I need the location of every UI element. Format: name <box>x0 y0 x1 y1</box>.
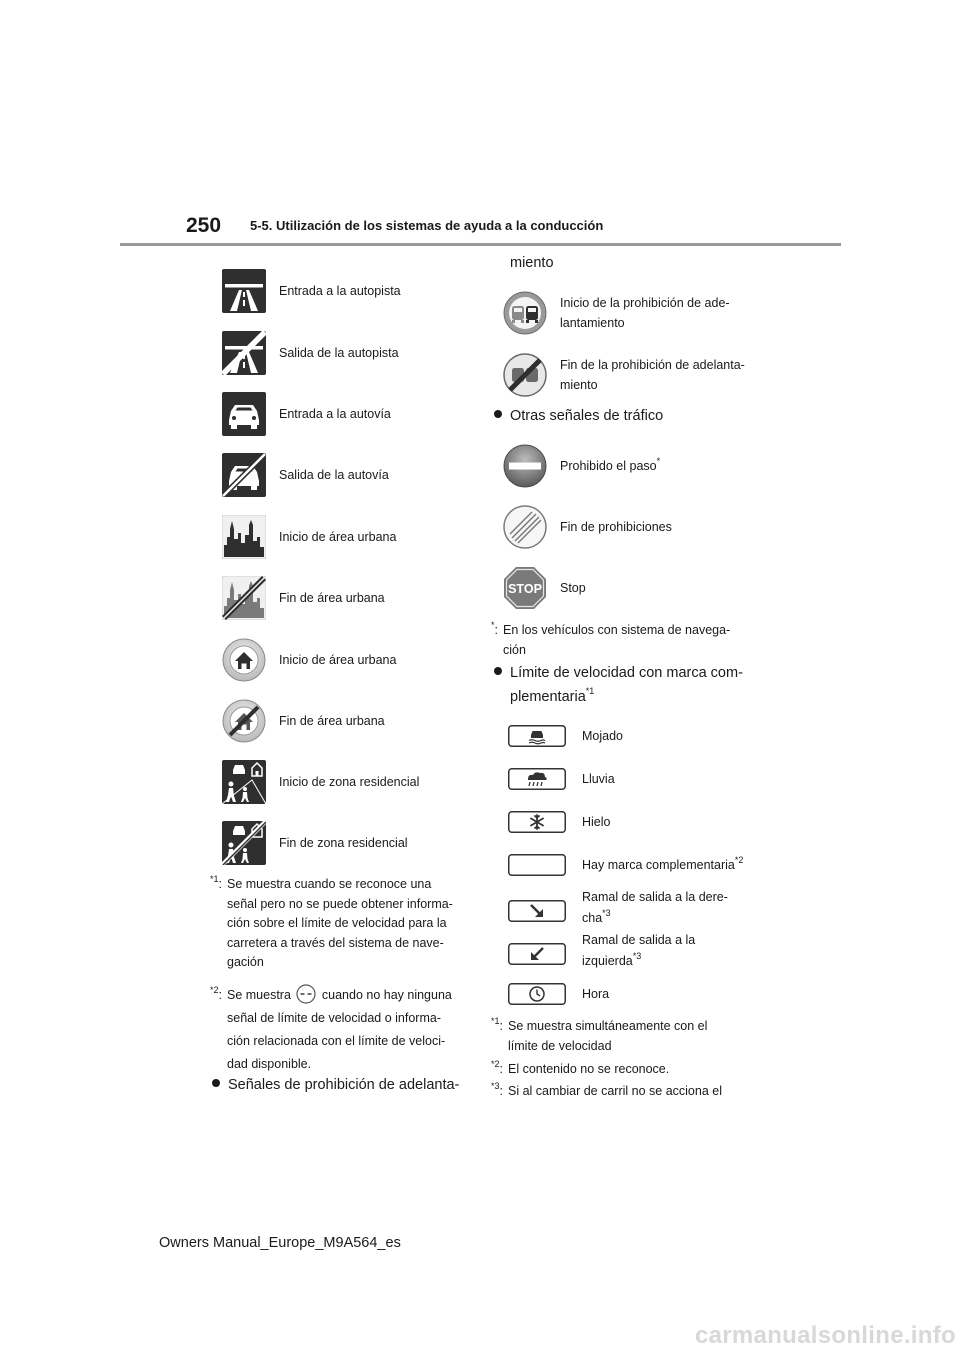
bullet-speed-limit <box>494 662 743 708</box>
sign-label: Inicio de área urbana <box>279 530 397 544</box>
sign-label-line: Fin de la prohibición de adelanta- <box>560 358 745 372</box>
sign-label: Salida de la autovía <box>279 468 389 482</box>
motorway-start-icon <box>222 269 266 313</box>
plate-row-rain <box>508 765 615 793</box>
footnote-ref: *3 <box>632 950 642 961</box>
urban-area-start-icon <box>222 515 266 559</box>
sign-row-stop <box>503 565 586 611</box>
bullet-text: plementaria <box>510 689 586 705</box>
document-id: Owners Manual_Europe_M9A564_es <box>159 1235 401 1251</box>
sign-row-no-entry <box>503 443 660 489</box>
plate-label <box>582 930 695 972</box>
sign-row-residential-end <box>222 820 408 866</box>
footnote-right-3: $^{*3}$: Si al cambiar de carril no se acciona el <box>491 1082 761 1102</box>
sign-label: Stop <box>560 581 586 595</box>
sign-label: Fin de área urbana <box>279 714 385 728</box>
footnote-mark: * <box>491 619 495 630</box>
sign-label-line: Inicio de la prohibición de ade- <box>560 296 730 310</box>
sign-label: Entrada a la autopista <box>279 284 401 298</box>
no-speed-limit-icon <box>296 984 316 1004</box>
plate-label <box>582 887 728 929</box>
note-line: dad disponible. <box>227 1057 312 1071</box>
bullet-text: Señales de prohibición de adelanta- <box>228 1077 460 1093</box>
sign-label <box>560 355 745 395</box>
sign-label: Fin de área urbana <box>279 591 385 605</box>
urban-area-round-end-icon <box>222 699 266 743</box>
sign-row-urban-round-end <box>222 698 385 744</box>
sign-row-expressway-start <box>222 391 391 437</box>
residential-zone-end-icon <box>222 821 266 865</box>
sign-row-residential-start <box>222 759 419 805</box>
footnote-mark: *1 <box>210 873 219 884</box>
plate-label: Mojado <box>582 729 623 743</box>
sign-label-text: Prohibido el paso <box>560 459 657 473</box>
note-line: señal de límite de velocidad o informa- <box>227 1011 442 1025</box>
plate-label: Hora <box>582 987 610 1001</box>
plate-row-time <box>508 980 609 1008</box>
plate-row-blank <box>508 851 743 879</box>
expressway-end-icon <box>222 453 266 497</box>
footnote-right-2: $^{*2}$: El contenido no se reconoce. <box>491 1060 761 1080</box>
sign-row-urban-start <box>222 514 396 560</box>
footnote-star: *: En los vehículos con sistema de navega- ción <box>491 621 761 660</box>
footnote-ref: *1 <box>585 686 595 697</box>
plate-label-line: Ramal de salida a la <box>582 933 696 947</box>
plate-label-line: Ramal de salida a la dere- <box>582 890 728 904</box>
expressway-start-icon <box>222 392 266 436</box>
footnote-mark: *1 <box>491 1015 500 1026</box>
bullet-dot-icon <box>494 410 502 418</box>
no-overtaking-start-icon <box>503 291 547 335</box>
note-line: límite de velocidad <box>508 1038 612 1053</box>
note-line: ción relacionada con el límite de veloci- <box>227 1034 446 1048</box>
footnote-2: $^{*2}$: Se muestra cuando no hay ninguna señal de límite de velocidad o informa- ción relacionada con el límite de veloci- dad disponible. <box>210 984 472 1075</box>
blank-plate-icon <box>508 854 566 876</box>
footnote-mark: *3 <box>491 1080 500 1091</box>
section-title: 5-5. Utilización de los sistemas de ayuda a la conducción <box>250 218 604 233</box>
arrow-down-right-icon <box>508 900 566 922</box>
rain-icon <box>508 768 566 790</box>
footnote-mark: *2 <box>210 984 219 995</box>
stop-sign-icon <box>503 566 547 610</box>
plate-row-exit-right <box>508 884 728 932</box>
plate-row-ice <box>508 808 611 836</box>
sign-label <box>560 456 660 476</box>
sign-row-motorway-end <box>222 330 399 376</box>
sign-label-line: lantamiento <box>560 316 625 330</box>
bullet-other-signs <box>494 405 663 427</box>
footnote-ref: *3 <box>602 907 611 918</box>
note-line: En los vehículos con sistema de navega- <box>503 623 731 637</box>
footnote-mark: *2 <box>491 1058 500 1069</box>
clock-icon <box>508 983 566 1005</box>
note-line: El contenido no se reconoce. <box>508 1062 670 1076</box>
footnote-ref: *2 <box>734 854 744 865</box>
plate-label-text: cha <box>582 911 603 925</box>
ice-icon <box>508 811 566 833</box>
sign-row-motorway-start <box>222 268 401 314</box>
note-text: Se muestra <box>227 988 291 1002</box>
sign-label-line: miento <box>560 378 598 392</box>
bullet-dot-icon <box>494 667 502 675</box>
residential-zone-start-icon <box>222 760 266 804</box>
sign-row-no-overtaking-end <box>503 352 745 398</box>
plate-row-wet <box>508 722 623 750</box>
page-number: 250 <box>186 214 222 237</box>
sign-label: Salida de la autopista <box>279 346 399 360</box>
bullet-overtaking-continued: miento <box>510 255 554 271</box>
bullet-text: Límite de velocidad con marca com- <box>510 665 743 681</box>
footnote-right-1: $^{*1}$: Se muestra simultáneamente con el límite de velocidad <box>491 1017 761 1056</box>
sign-row-expressway-end <box>222 452 389 498</box>
footnote-ref: * <box>656 455 661 466</box>
note-line: Si al cambiar de carril no se acciona el <box>508 1084 722 1098</box>
sign-label: Fin de prohibiciones <box>560 520 672 534</box>
sign-label: Fin de zona residencial <box>279 836 408 850</box>
urban-area-end-icon <box>222 576 266 620</box>
note-line: gación <box>227 955 264 969</box>
sign-row-end-restrictions <box>503 504 672 550</box>
sign-row-urban-end <box>222 575 385 621</box>
note-line: señal pero no se puede obtener informa- <box>227 896 453 911</box>
arrow-down-left-icon <box>508 943 566 965</box>
note-line: Se muestra simultáneamente con el <box>508 1019 708 1033</box>
bullet-dot-icon <box>212 1079 220 1087</box>
footnote-1: $^{*1}$: Se muestra cuando se reconoce una señal pero no se puede obtener informa- ción sobre el límite de velocidad para la carretera a través del sistema de nave- gación <box>210 875 472 973</box>
sign-label: Inicio de zona residencial <box>279 775 420 789</box>
header-rule <box>120 243 841 246</box>
sign-label <box>560 293 730 333</box>
sign-label: Entrada a la autovía <box>279 407 391 421</box>
end-of-restrictions-icon <box>503 505 547 549</box>
sign-row-no-overtaking-start <box>503 290 730 336</box>
plate-label: Lluvia <box>582 772 615 786</box>
motorway-end-icon <box>222 331 266 375</box>
note-line: ción <box>503 642 526 657</box>
plate-label: Hielo <box>582 815 611 829</box>
watermark: carmanualsonline.info <box>694 1322 956 1349</box>
plate-row-exit-left <box>508 927 695 975</box>
plate-label <box>582 854 743 876</box>
bullet-overtaking-signs <box>212 1074 459 1096</box>
no-overtaking-end-icon <box>503 353 547 397</box>
wet-road-icon <box>508 725 566 747</box>
note-line: ción sobre el límite de velocidad para la <box>227 916 447 930</box>
no-entry-icon <box>503 444 547 488</box>
sign-label: Inicio de área urbana <box>279 653 397 667</box>
note-text: cuando no hay ninguna <box>321 988 452 1002</box>
stop-sign-text: STOP <box>508 582 542 596</box>
urban-area-round-start-icon <box>222 638 266 682</box>
note-line: Se muestra cuando se reconoce una <box>227 877 432 891</box>
plate-label-text: izquierda <box>582 954 633 968</box>
sign-row-urban-round-start <box>222 637 396 683</box>
note-line: carretera a través del sistema de nave- <box>227 935 444 950</box>
plate-label-text: Hay marca complementaria <box>582 858 735 872</box>
bullet-text: Otras señales de tráfico <box>510 408 664 424</box>
